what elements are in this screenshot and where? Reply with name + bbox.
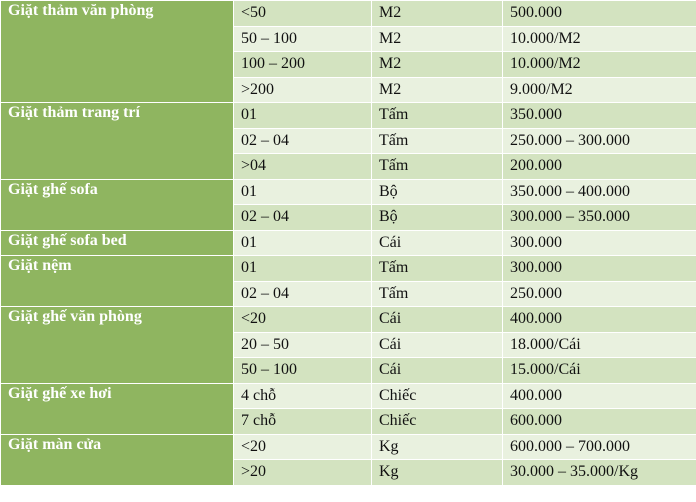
quantity-cell: 01 [234, 103, 372, 129]
price-cell: 30.000 – 35.000/Kg [503, 460, 696, 486]
unit-cell: Tấm [372, 256, 503, 282]
unit-cell: Cái [372, 358, 503, 384]
table-row [1, 434, 696, 460]
price-cell: 350.000 – 400.000 [503, 179, 696, 205]
table-row [1, 256, 696, 282]
service-name-cell: Giặt nệm [1, 256, 234, 307]
price-cell: 10.000/M2 [503, 26, 696, 52]
service-name-cell: Giặt màn cửa [1, 434, 234, 485]
price-cell: 350.000 [503, 103, 696, 129]
quantity-cell: <20 [234, 434, 372, 460]
price-cell: 400.000 [503, 383, 696, 409]
unit-cell: Tấm [372, 128, 503, 154]
price-cell: 10.000/M2 [503, 52, 696, 78]
table-row [1, 230, 696, 256]
price-cell: 400.000 [503, 307, 696, 333]
table-row [1, 383, 696, 409]
quantity-cell: 01 [234, 230, 372, 256]
unit-cell: M2 [372, 52, 503, 78]
unit-cell: Chiếc [372, 409, 503, 435]
quantity-cell: 50 – 100 [234, 358, 372, 384]
quantity-cell: 7 chỗ [234, 409, 372, 435]
table-row [1, 179, 696, 205]
service-name-cell: Giặt ghế sofa bed [1, 230, 234, 256]
unit-cell: Bộ [372, 179, 503, 205]
quantity-cell: 02 – 04 [234, 128, 372, 154]
table-row [1, 1, 696, 27]
unit-cell: Cái [372, 230, 503, 256]
quantity-cell: >20 [234, 460, 372, 486]
service-name-cell: Giặt ghế văn phòng [1, 307, 234, 384]
price-cell: 200.000 [503, 154, 696, 180]
unit-cell: Kg [372, 460, 503, 486]
quantity-cell: 01 [234, 179, 372, 205]
service-name-cell: Giặt ghế xe hơi [1, 383, 234, 434]
quantity-cell: 4 chỗ [234, 383, 372, 409]
quantity-cell: 02 – 04 [234, 205, 372, 231]
quantity-cell: 02 – 04 [234, 281, 372, 307]
quantity-cell: >04 [234, 154, 372, 180]
price-cell: 9.000/M2 [503, 77, 696, 103]
quantity-cell: >200 [234, 77, 372, 103]
table-row [1, 103, 696, 129]
unit-cell: M2 [372, 26, 503, 52]
price-cell: 250.000 [503, 281, 696, 307]
price-cell: 18.000/Cái [503, 332, 696, 358]
unit-cell: M2 [372, 1, 503, 27]
price-cell: 600.000 – 700.000 [503, 434, 696, 460]
service-name-cell: Giặt thảm văn phòng [1, 1, 234, 103]
unit-cell: Bộ [372, 205, 503, 231]
quantity-cell: 50 – 100 [234, 26, 372, 52]
quantity-cell: 20 – 50 [234, 332, 372, 358]
quantity-cell: <50 [234, 1, 372, 27]
price-cell: 300.000 – 350.000 [503, 205, 696, 231]
price-cell: 300.000 [503, 230, 696, 256]
unit-cell: Tấm [372, 154, 503, 180]
price-table-body [1, 1, 696, 486]
service-name-cell: Giặt ghế sofa [1, 179, 234, 230]
quantity-cell: 100 – 200 [234, 52, 372, 78]
unit-cell: Cái [372, 307, 503, 333]
unit-cell: Cái [372, 332, 503, 358]
unit-cell: M2 [372, 77, 503, 103]
unit-cell: Tấm [372, 103, 503, 129]
price-cell: 300.000 [503, 256, 696, 282]
quantity-cell: <20 [234, 307, 372, 333]
quantity-cell: 01 [234, 256, 372, 282]
service-name-cell: Giặt thảm trang trí [1, 103, 234, 180]
price-cell: 500.000 [503, 1, 696, 27]
table-row [1, 307, 696, 333]
price-cell: 15.000/Cái [503, 358, 696, 384]
price-cell: 600.000 [503, 409, 696, 435]
unit-cell: Kg [372, 434, 503, 460]
unit-cell: Tấm [372, 281, 503, 307]
price-cell: 250.000 – 300.000 [503, 128, 696, 154]
unit-cell: Chiếc [372, 383, 503, 409]
